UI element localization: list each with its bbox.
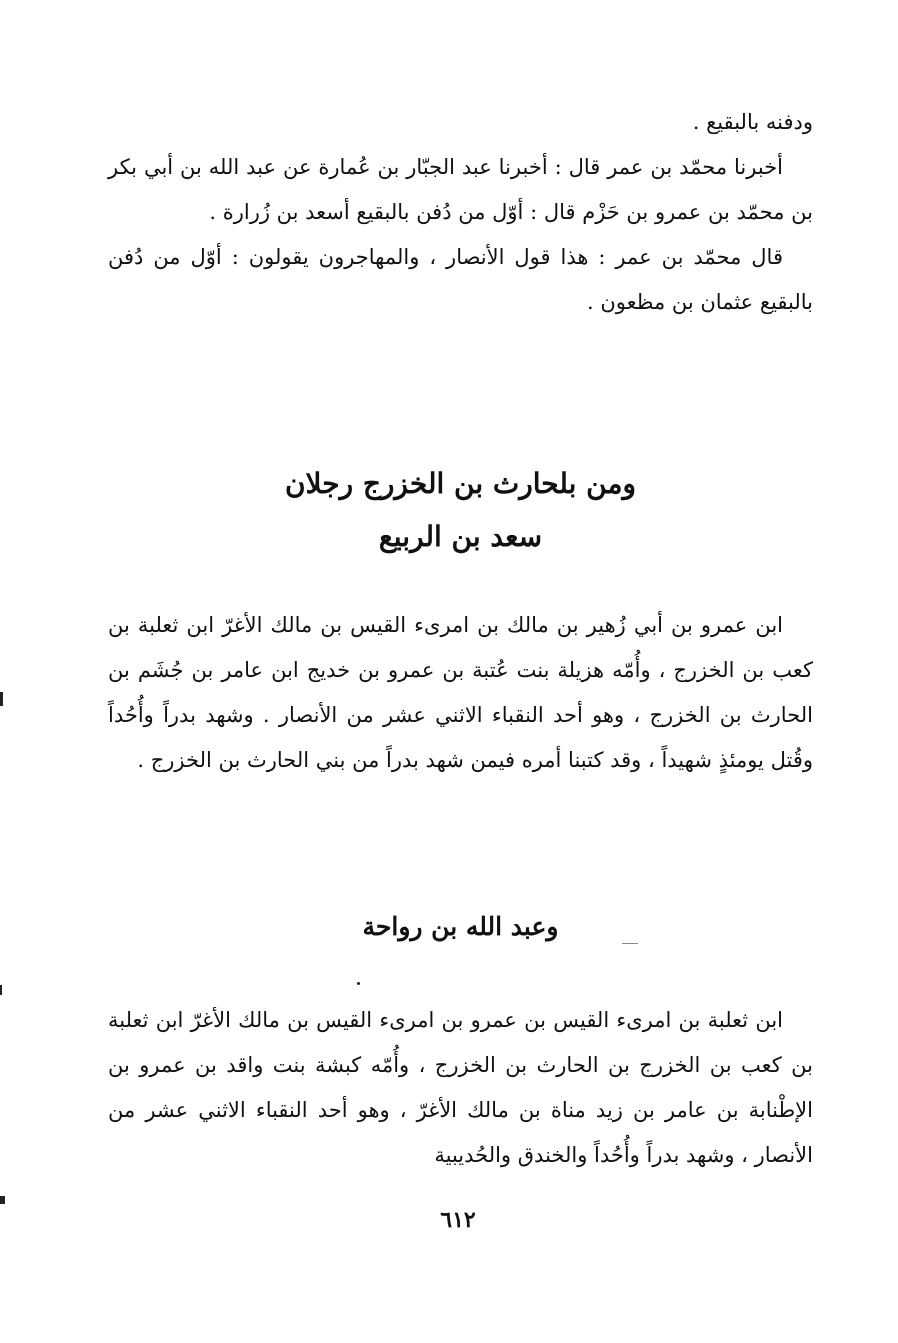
top-text-block [108, 100, 813, 325]
scan-line [622, 943, 638, 944]
person-1-biography [108, 603, 813, 783]
scan-mark [0, 985, 2, 995]
paragraph-first-burial-report: أخبرنا محمّد بن عمر قال : أخبرنا عبد الجبّار بن عُمارة عن عبد الله بن أبي بكر بن محمّد بن عمرو بن حَزْم قال : أوّل من دُفن بالبقيع أسعد بن زُرارة . [108, 155, 813, 224]
person-1-heading: سعد بن الربيع [378, 520, 543, 553]
scan-mark [0, 1196, 5, 1204]
paragraph-muhajirun-view: قال محمّد بن عمر : هذا قول الأنصار ، والمهاجرون يقولون : أوّل من دُفن بالبقيع عثمان بن مظعون . [108, 245, 813, 314]
person-1-text: ابن عمرو بن أبي زُهير بن مالك بن امرىء القيس بن مالك الأغرّ ابن ثعلبة بن كعب بن الخزرج ، وأُمّه هزيلة بنت عُتبة بن عمرو بن خديج ابن عامر بن جُشَم بن الحارث بن الخزرج ، وهو أحد النقباء الاثني عشر من الأنصار . وشهد بدراً وأُحُداً وقُتل يومئذٍ شهيداً ، وقد كتبنا أمره فيمن شهد بدراً من بني الحارث بن الخزرج . [108, 613, 813, 772]
scan-dot [357, 982, 360, 985]
paragraph-burial-end: ودفنه بالبقيع . [692, 110, 813, 134]
page-number: ٦١٢ [440, 1207, 476, 1233]
person-2-heading: وعبد الله بن رواحة [362, 912, 559, 941]
person-2-text: ابن ثعلبة بن امرىء القيس بن عمرو بن امرىء القيس بن مالك الأغرّ ابن ثعلبة بن كعب بن الخزرج بن الحارث بن الخزرج ، وأُمّه كبشة بنت واقد بن عمرو بن الإطْنابة بن عامر بن زيد مناة بن مالك الأغرّ ، وهو أحد النقباء الاثني عشر من الأنصار ، وشهد بدراً وأُحُداً والخندق والحُديبية [108, 1008, 813, 1167]
section-heading: ومن بلحارث بن الخزرج رجلان [284, 467, 636, 500]
person-2-biography [108, 998, 813, 1178]
scan-mark [0, 692, 3, 706]
